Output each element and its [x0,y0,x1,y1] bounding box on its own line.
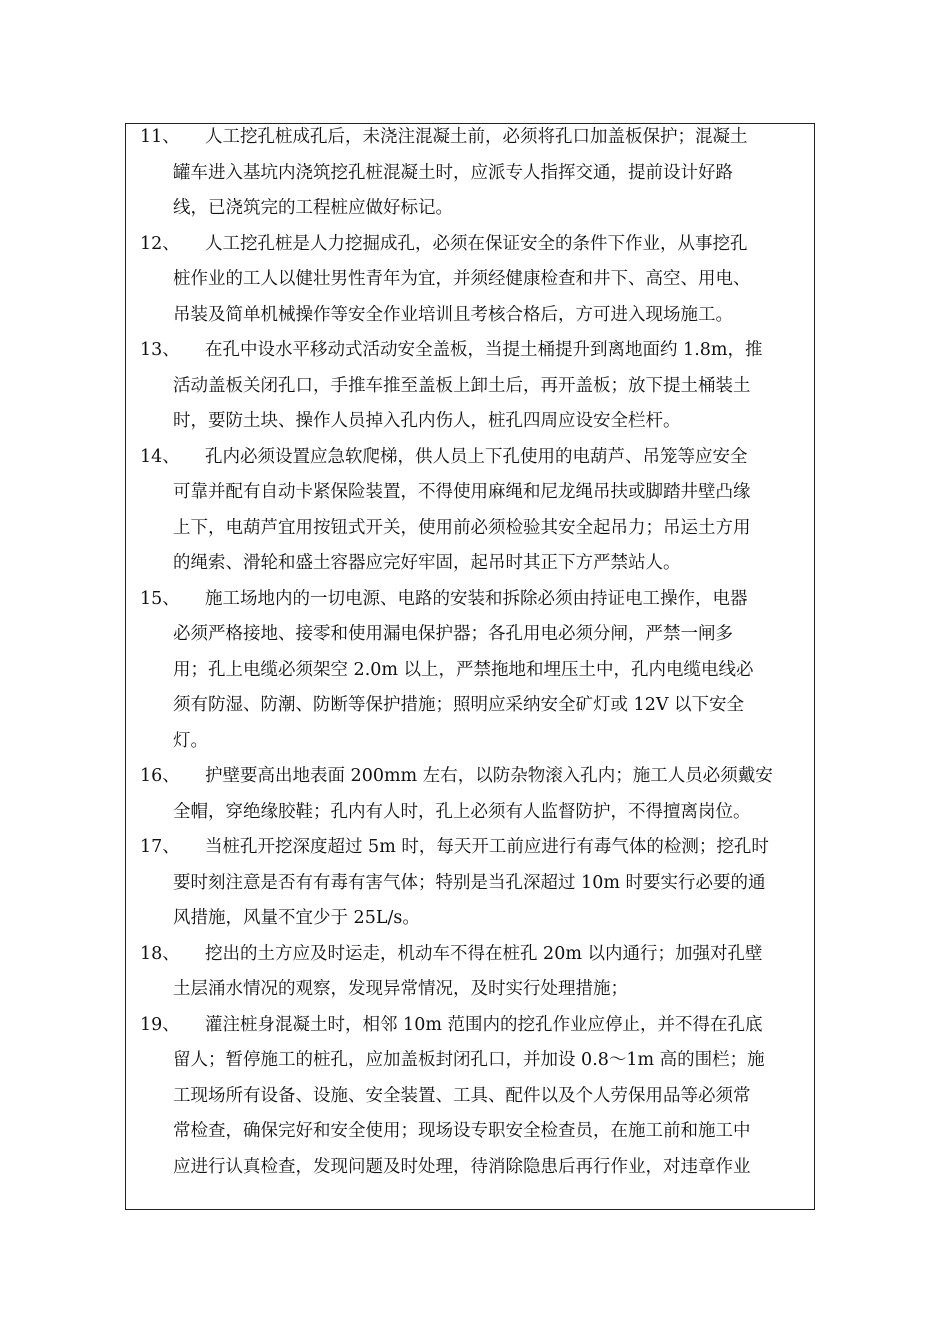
text-line: 的绳索、滑轮和盛土容器应完好牢固，起吊时其正下方严禁站人。 [173,553,681,573]
list-item-12 [140,227,808,263]
text-line: 孔内必须设置应急软爬梯，供人员上下孔使用的电葫芦、吊笼等应安全 [205,446,748,467]
text-line: 工现场所有设备、设施、安全装置、工具、配件以及个人劳保用品等必须常 [173,1085,751,1106]
text-line: 土层涌水情况的观察，发现异常情况，及时实行处理措施； [173,979,628,999]
text-line: 活动盖板关闭孔口，手推车推至盖板上卸土后，再开盖板；放下提土桶装土 [173,375,751,396]
list-item-14 [140,440,808,476]
text-line: 桩作业的工人以健壮男性青年为宜，并须经健康检查和井下、高空、用电、 [173,269,751,289]
item-number: 19、 [140,1014,180,1035]
text-line: 当桩孔开挖深度超过 5m 时，每天开工前应进行有毒气体的检测；挖孔时 [205,837,769,857]
text-line: 必须严格接地、接零和使用漏电保护器；各孔用电必须分闸，严禁一闸多 [173,624,733,644]
text-line: 罐车进入基坑内浇筑挖孔桩混凝土时，应派专人指挥交通，提前设计好路 [173,162,733,183]
text-line: 常检查，确保完好和安全使用；现场设专职安全检查员，在施工前和施工中 [173,1121,751,1141]
text-line: 风措施，风量不宜少于 25L/s。 [173,908,420,928]
item-number: 16、 [140,766,180,786]
item-text [205,120,808,156]
text-line: 须有防湿、防潮、防断等保护措施；照明应采纳安全矿灯或 12V 以下安全 [173,695,745,715]
item-text [205,582,808,618]
text-line: 灌注桩身混凝土时，相邻 10m 范围内的挖孔作业应停止，并不得在孔底 [205,1014,763,1035]
list-item-15 [140,582,808,618]
item-text [205,759,808,795]
item-number: 11、 [140,127,180,147]
item-text [205,333,808,369]
item-number: 15、 [140,588,180,609]
text-line: 灯。 [173,730,208,751]
list-item-13 [140,333,808,369]
item-text [205,937,808,973]
item-text [205,440,808,476]
item-text [205,830,808,866]
text-line: 留人；暂停施工的桩孔，应加盖板封闭孔口，并加设 0.8～1m 高的围栏；施 [173,1050,765,1070]
item-text [205,227,808,263]
item-number: 13、 [140,340,180,360]
item-number: 18、 [140,943,180,964]
item-text [205,1008,808,1044]
text-line: 挖出的土方应及时运走，机动车不得在桩孔 20m 以内通行；加强对孔壁 [205,943,763,964]
list-item-19 [140,1008,808,1044]
text-line: 全帽，穿绝缘胶鞋；孔内有人时，孔上必须有人监督防护，不得擅离岗位。 [173,801,751,822]
text-line: 应进行认真检查，发现问题及时处理，待消除隐患后再行作业，对违章作业 [173,1156,751,1177]
list-item-17 [140,830,808,866]
text-line: 要时刻注意是否有有毒有害气体；特别是当孔深超过 10m 时要实行必要的通 [173,872,766,893]
text-line: 用；孔上电缆必须架空 2.0m 以上，严禁拖地和埋压土中，孔内电缆电线必 [173,659,754,680]
text-line: 施工场地内的一切电源、电路的安装和拆除必须由持证电工操作，电器 [205,588,748,609]
text-line: 人工挖孔桩是人力挖掘成孔，必须在保证安全的条件下作业，从事挖孔 [205,233,748,254]
item-number: 12、 [140,233,180,254]
text-line: 可靠并配有自动卡紧保险装置，不得使用麻绳和尼龙绳吊扶或脚踏井壁凸缘 [173,482,751,502]
list-item-18 [140,937,808,973]
list-item-16 [140,759,808,795]
list-item-11 [140,120,808,156]
text-line: 护壁要高出地表面 200mm 左右，以防杂物滚入孔内；施工人员必须戴安 [205,766,773,786]
text-line: 在孔中设水平移动式活动安全盖板，当提土桶提升到离地面约 1.8m，推 [205,340,763,360]
text-line: 人工挖孔桩成孔后，未浇注混凝土前，必须将孔口加盖板保护；混凝土 [205,127,748,147]
safety-items-list [140,120,808,1185]
item-number: 14、 [140,446,180,467]
text-line: 时，要防土块、操作人员掉入孔内伤人，桩孔四周应设安全栏杆。 [173,411,681,431]
text-line: 上下，电葫芦宜用按钮式开关，使用前必须检验其安全起吊力；吊运土方用 [173,517,751,538]
text-line: 线，已浇筑完的工程桩应做好标记。 [173,198,453,218]
text-line: 吊装及简单机械操作等安全作业培训且考核合格后，方可进入现场施工。 [173,304,733,325]
item-number: 17、 [140,837,180,857]
